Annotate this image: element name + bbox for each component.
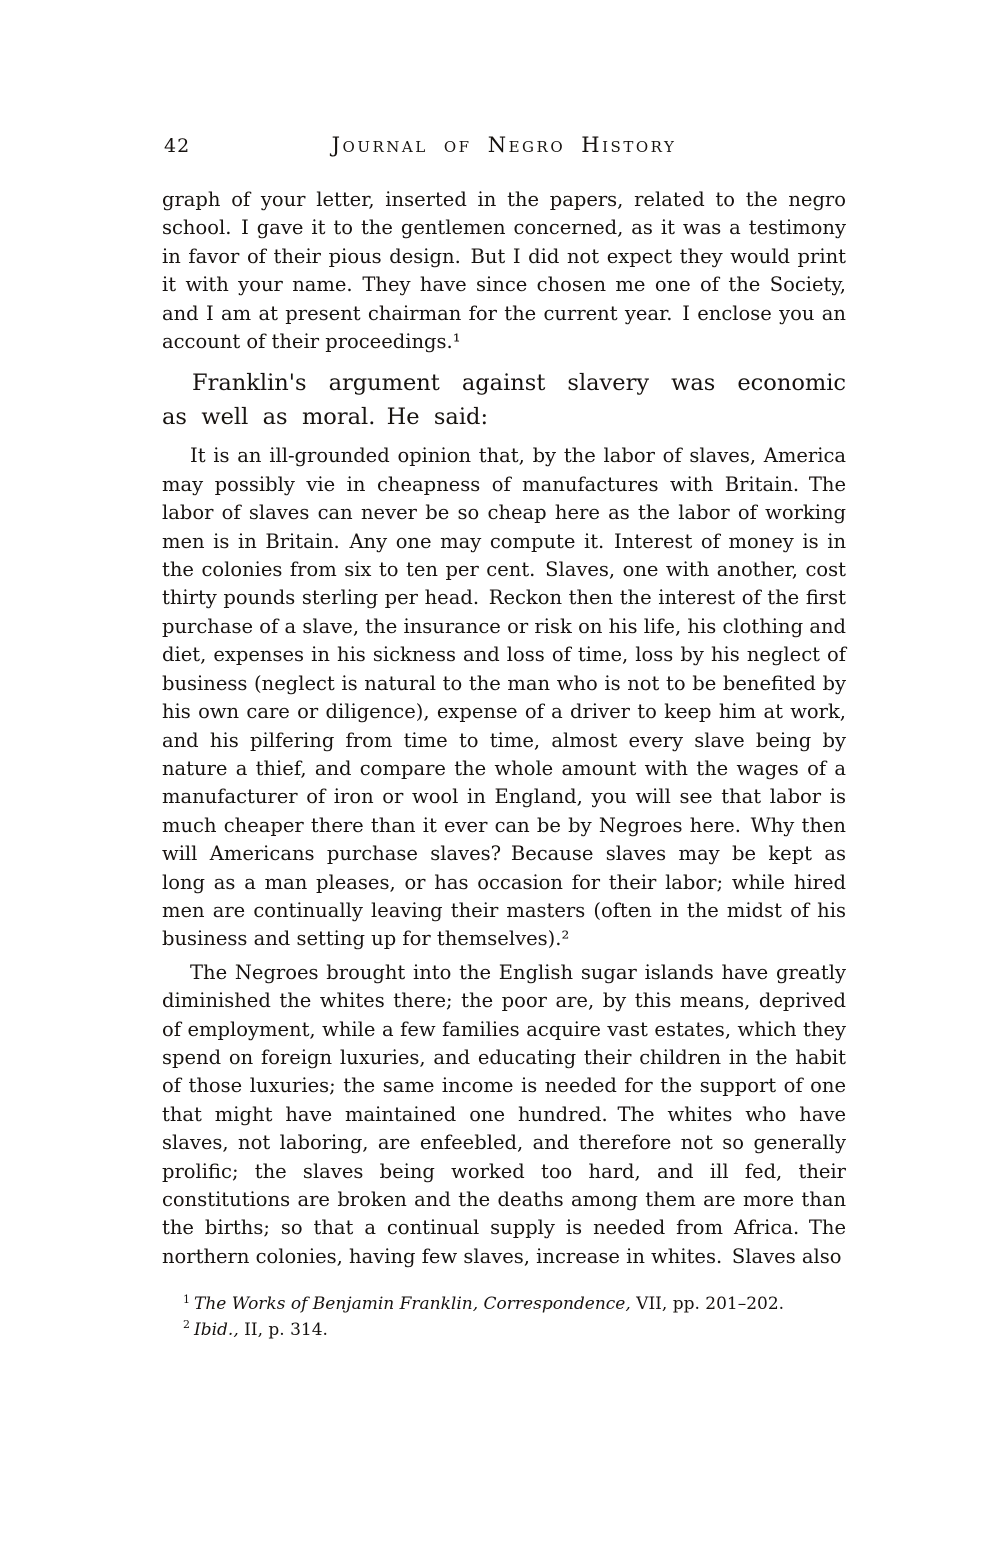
page-content	[162, 133, 846, 1343]
narrative-paragraph: Franklin's argument against slavery was economic as well as moral. He said:	[162, 370, 846, 430]
footnote-2-marker: 2	[183, 1318, 190, 1332]
footnote-2-citation: II, p. 314.	[238, 1319, 328, 1340]
footnote-1-source: The Works of Benjamin Franklin, Correspondence,	[194, 1294, 631, 1315]
page-header	[162, 133, 846, 159]
page-number: 42	[164, 135, 191, 157]
journal-title: Journal of Negro History	[331, 133, 677, 157]
footnote-2-source: Ibid.,	[194, 1319, 239, 1340]
franklin-quote-paragraph-2: The Negroes brought into the English sugar islands have greatly diminished the whites there; the poor are, by this means, deprived of employment, while a few families acquire vast estates, which they spend on foreign luxuries, and educating their children in the habit of those luxuries; the same income is needed for the support of one that might have maintained one hundred. The whites who have slaves, not laboring, are enfeebled, and therefore not so generally prolific; the slaves being worked too hard, and ill fed, their constitutions are broken and the deaths among them are more than the births; so that a continual supply is needed from Africa. The northern colonies, having few slaves, increase in whites. Slaves also	[162, 960, 846, 1268]
franklin-quote-paragraph-1: It is an ill-grounded opinion that, by the labor of slaves, America may possibly vie in cheapness of manufactures with Britain. The labor of slaves can never be so cheap here as the labor of working men is in Britain. Any one may compute it. Interest of money is in the colonies from six to ten per cent. Slaves, one with another, cost thirty pounds sterling per head. Reckon then the interest of the first purchase of a slave, the insurance or risk on his life, his clothing and diet, expenses in his sickness and loss of time, loss by his neglect of business (neglect is natural to the man who is not to be benefited by his own care or diligence), expense of a driver to keep him at work, and his pilfering from time to time, almost every slave being by nature a thief, and compare the whole amount with the wages of a manufacturer of iron or wool in England, you will see that labor is much cheaper there than it ever can be by Negroes here. Why then will Americans purchase slaves? Because slaves may be kept as long as a man pleases, or has occasion for their labor; while hired men are continually leaving their masters (often in the midst of his business and setting up for themselves).²	[162, 444, 846, 951]
footnote-1-marker: 1	[183, 1292, 190, 1306]
footnote-1	[162, 1292, 846, 1318]
letter-quote-continuation: graph of your letter, inserted in the papers, related to the negro school. I gave it to the gentlemen concerned, as it was a testimony in favor of their pious design. But I did not expect they would print it with your name. They have since chosen me one of the Society, and I am at present chairman for the current year. I enclose you an account of their proceedings.¹	[162, 188, 846, 354]
page-body	[162, 186, 846, 1343]
footnotes	[162, 1292, 846, 1343]
footnote-1-citation: VII, pp. 201–202.	[630, 1294, 785, 1315]
footnote-2	[162, 1318, 846, 1344]
